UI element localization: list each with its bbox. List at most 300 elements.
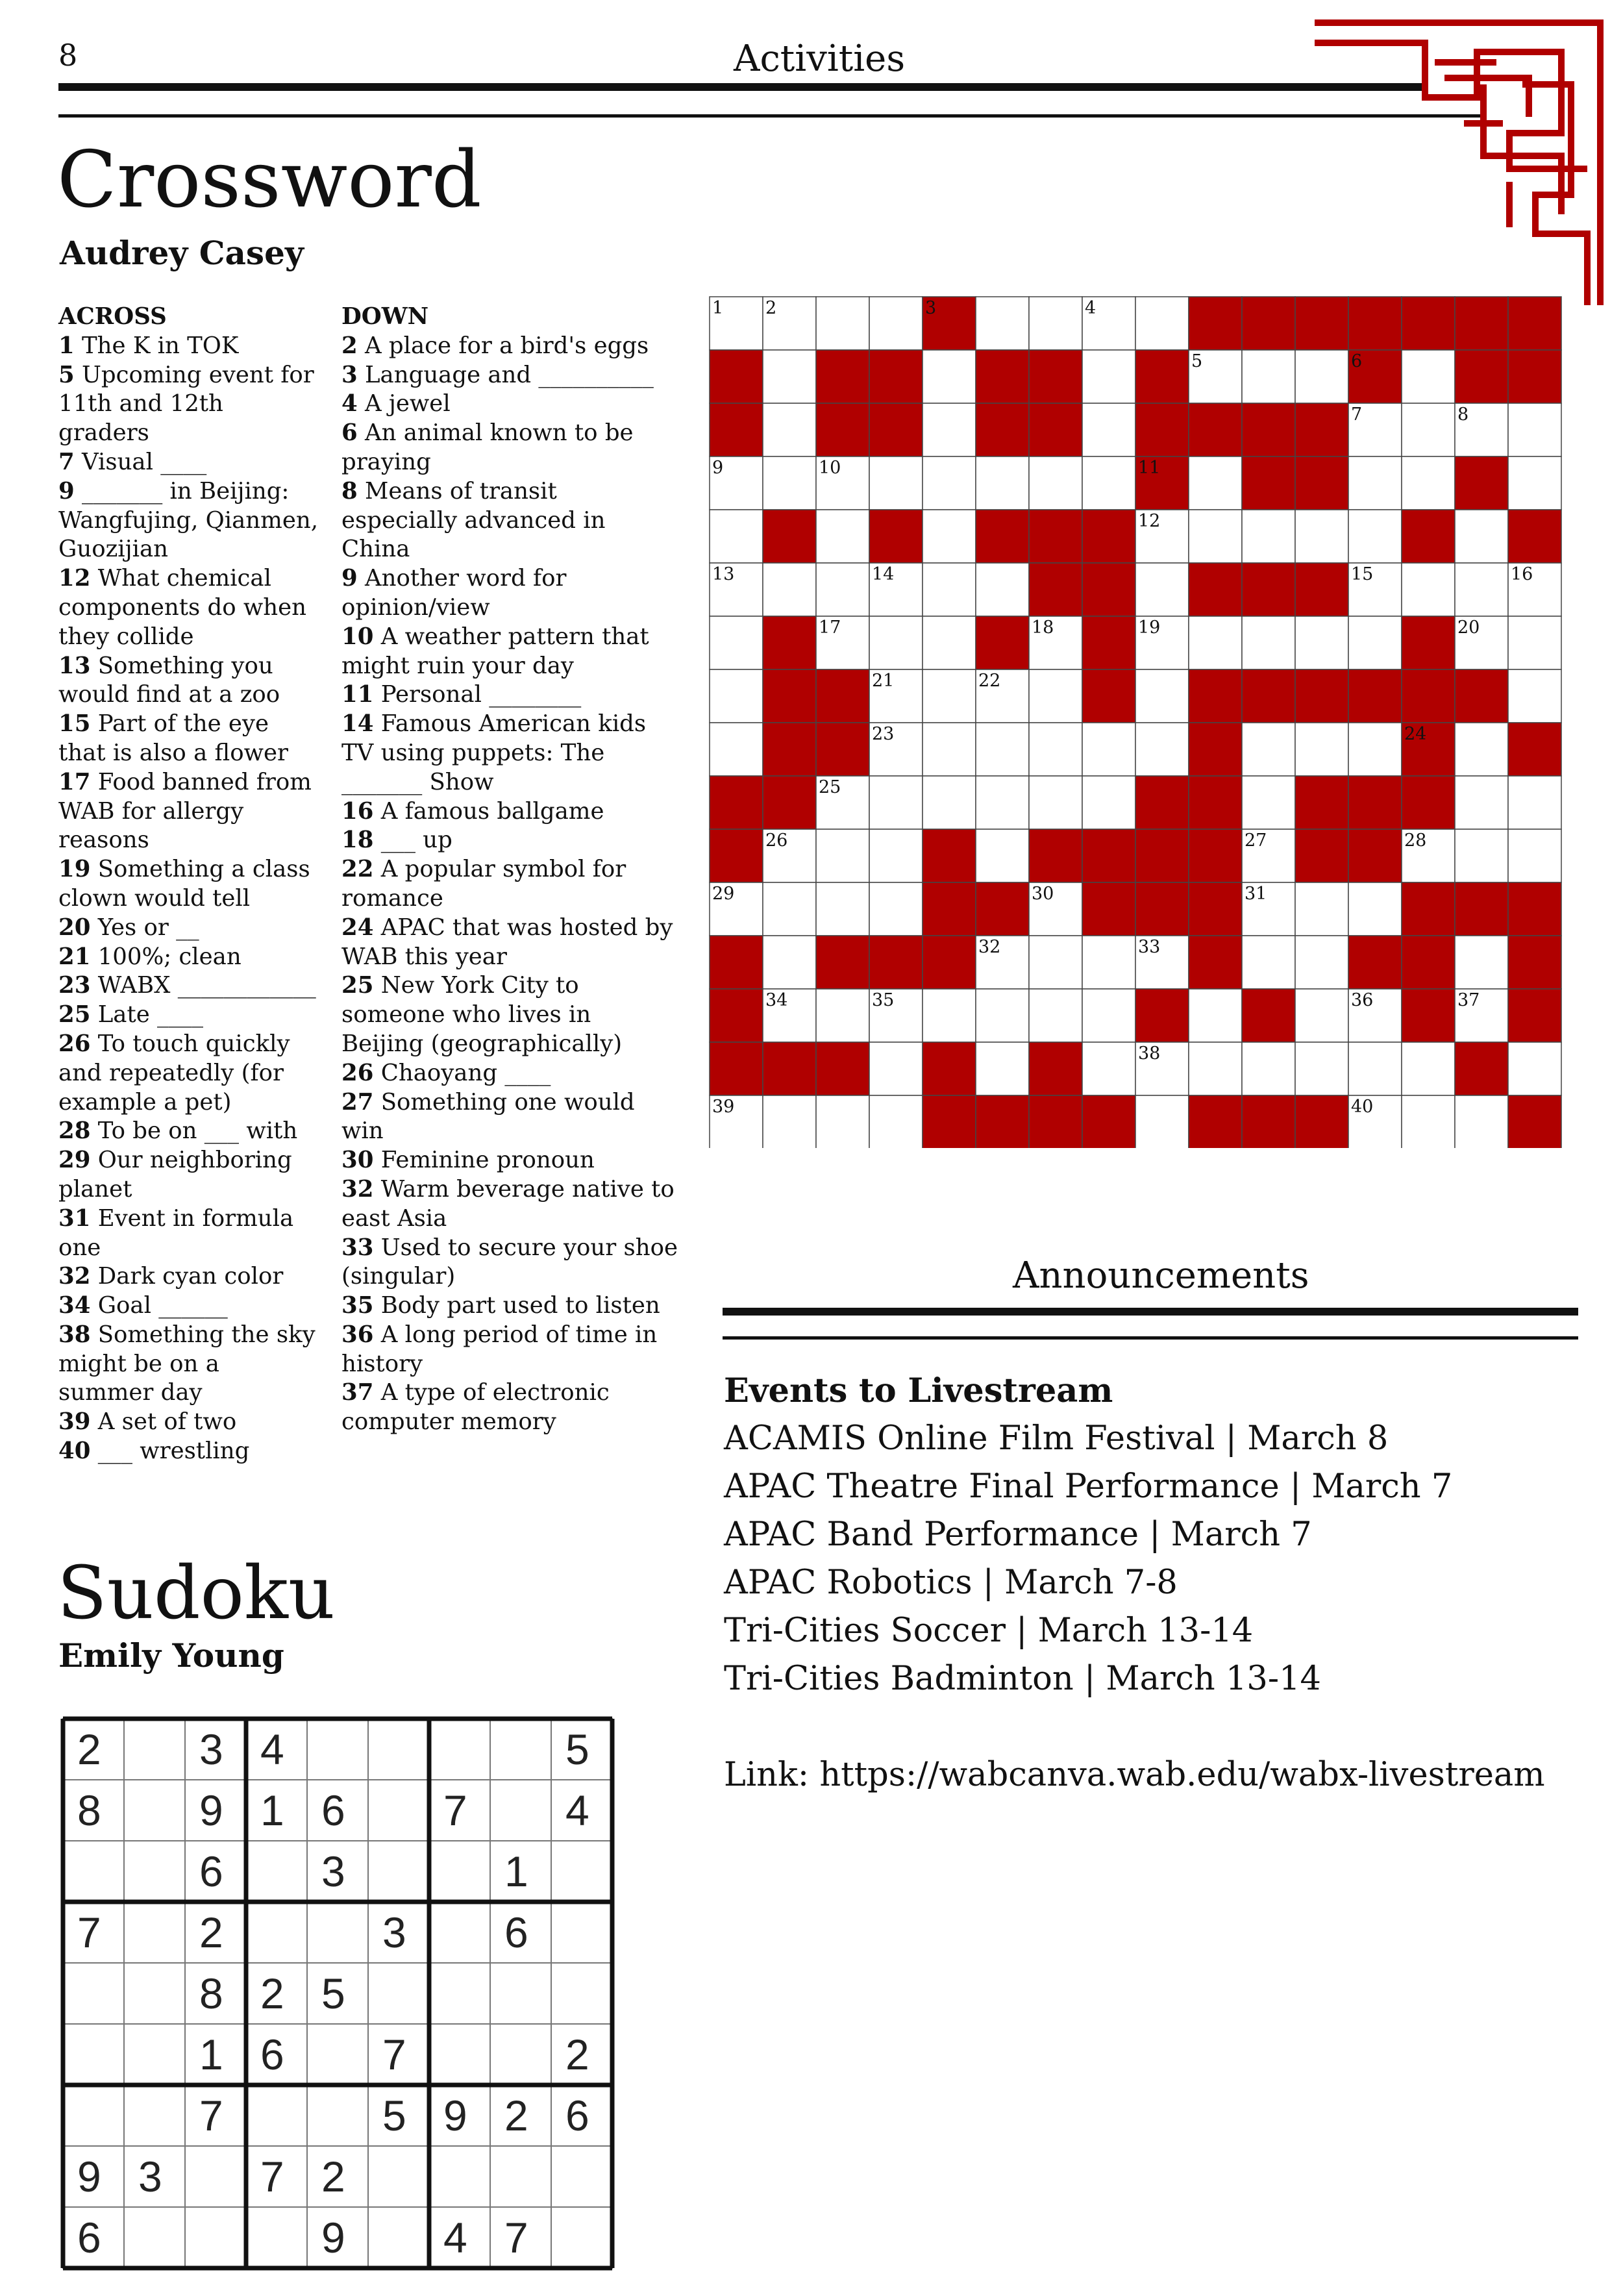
sudoku-cell[interactable] (368, 1780, 429, 1841)
crossword-cell[interactable] (1402, 1042, 1455, 1095)
crossword-cell[interactable] (763, 1095, 816, 1148)
crossword-block (1029, 510, 1082, 563)
crossword-cell[interactable] (1455, 723, 1508, 776)
down-clue-6 (341, 419, 679, 477)
across-clue-number: 13 (58, 652, 91, 679)
crossword-clue-number: 15 (1351, 564, 1374, 584)
crossword-cell[interactable] (1348, 723, 1402, 776)
crossword-block (869, 403, 923, 456)
sudoku-given: 2 (260, 1969, 284, 2017)
across-clue-9 (58, 477, 318, 564)
down-clue-text: Something one would win (341, 1088, 635, 1145)
crossword-cell[interactable] (923, 510, 976, 563)
sudoku-given: 9 (443, 2091, 467, 2140)
crossword-cell[interactable] (923, 723, 976, 776)
crossword-cell[interactable] (1455, 1095, 1508, 1148)
crossword-clue-number: 18 (1032, 618, 1054, 638)
crossword-cell[interactable] (1402, 456, 1455, 510)
crossword-cell[interactable] (1189, 1042, 1242, 1095)
sudoku-given: 9 (77, 2152, 101, 2201)
sudoku-cell[interactable] (63, 1841, 124, 1902)
crossword-cell[interactable] (816, 882, 869, 936)
crossword-clue-number: 36 (1351, 990, 1374, 1010)
section-title: Activities (734, 38, 906, 80)
sudoku-given: 7 (504, 2214, 528, 2262)
crossword-cell[interactable] (1455, 936, 1508, 989)
crossword-cell[interactable] (869, 882, 923, 936)
sudoku-cell[interactable] (63, 2024, 124, 2085)
crossword-cell[interactable] (923, 563, 976, 616)
down-clues (341, 303, 679, 1437)
announcements-rule-thin (723, 1336, 1578, 1340)
crossword-clue-number: 35 (872, 990, 895, 1010)
sudoku-grid[interactable] (60, 1716, 615, 2271)
crossword-cell[interactable] (1508, 776, 1561, 829)
down-clue-number: 9 (341, 565, 358, 592)
crossword-cell[interactable] (1242, 616, 1295, 669)
down-clue-text: A jewel (357, 390, 451, 418)
crossword-cell[interactable] (1295, 510, 1348, 563)
down-clue-16 (341, 797, 679, 827)
crossword-block (1135, 882, 1189, 936)
across-clue-text: Dark cyan color (90, 1263, 284, 1290)
crossword-block (923, 936, 976, 989)
crossword-cell[interactable] (1189, 510, 1242, 563)
crossword-block (1189, 563, 1242, 616)
sudoku-cell[interactable] (185, 2207, 246, 2268)
sudoku-cell[interactable] (124, 1841, 185, 1902)
down-clue-26 (341, 1059, 679, 1088)
across-clue-15 (58, 710, 318, 768)
down-clue-33 (341, 1234, 679, 1292)
crossword-cell[interactable] (1242, 723, 1295, 776)
sudoku-cell[interactable] (185, 2146, 246, 2207)
crossword-block (1189, 882, 1242, 936)
crossword-cell[interactable] (1082, 456, 1135, 510)
crossword-cell[interactable] (1082, 1042, 1135, 1095)
across-clue-1 (58, 332, 318, 361)
down-clue-27 (341, 1088, 679, 1147)
crossword-block (710, 776, 763, 829)
crossword-block (923, 1095, 976, 1148)
crossword-cell[interactable] (763, 563, 816, 616)
crossword-cell[interactable] (1082, 350, 1135, 403)
crossword-cell[interactable] (1455, 829, 1508, 882)
crossword-cell[interactable] (1189, 616, 1242, 669)
crossword-block (1189, 829, 1242, 882)
crossword-cell[interactable] (869, 1042, 923, 1095)
crossword-cell[interactable] (1295, 350, 1348, 403)
crossword-cell[interactable] (1508, 456, 1561, 510)
crossword-cell[interactable] (763, 882, 816, 936)
crossword-cell[interactable] (1508, 829, 1561, 882)
sudoku-cell[interactable] (551, 2207, 612, 2268)
across-clue-number: 34 (58, 1292, 91, 1319)
crossword-cell[interactable] (763, 936, 816, 989)
down-clue-text: An animal known to be praying (341, 419, 634, 475)
crossword-clue-number: 37 (1457, 990, 1480, 1010)
crossword-block (710, 1042, 763, 1095)
sudoku-cell[interactable] (490, 1963, 551, 2024)
sudoku-given: 9 (321, 2214, 345, 2262)
down-clue-number: 22 (341, 856, 374, 883)
down-clue-3 (341, 361, 679, 390)
sudoku-cell[interactable] (490, 1719, 551, 1780)
sudoku-given: 5 (565, 1725, 589, 1773)
sudoku-cell[interactable] (63, 1963, 124, 2024)
event-item: APAC Band Performance | March 7 (724, 1516, 1312, 1554)
crossword-cell[interactable] (976, 297, 1029, 350)
event-item: ACAMIS Online Film Festival | March 8 (724, 1419, 1389, 1458)
sudoku-given: 2 (199, 1908, 223, 1956)
crossword-block (1242, 669, 1295, 723)
sudoku-cell[interactable] (551, 2146, 612, 2207)
header-rule-thick (58, 83, 1428, 91)
sudoku-cell[interactable] (124, 2207, 185, 2268)
sudoku-given: 3 (321, 1847, 345, 1895)
sudoku-cell[interactable] (368, 1963, 429, 2024)
crossword-cell[interactable] (869, 829, 923, 882)
across-clue-text: Visual ____ (74, 448, 207, 475)
crossword-cell[interactable] (763, 456, 816, 510)
down-clue-text: Another word for opinion/view (341, 565, 567, 621)
livestream-link[interactable]: Link: https://wabcanva.wab.edu/wabx-livestream (724, 1756, 1545, 1794)
sudoku-given: 8 (77, 1786, 101, 1834)
crossword-block (1295, 563, 1348, 616)
sudoku-cell[interactable] (307, 2085, 368, 2146)
sudoku-cell[interactable] (246, 1902, 307, 1963)
across-clue-26 (58, 1030, 318, 1117)
crossword-cell[interactable] (816, 297, 869, 350)
crossword-cell[interactable] (923, 616, 976, 669)
crossword-cell[interactable] (1029, 669, 1082, 723)
crossword-cell[interactable] (976, 456, 1029, 510)
crossword-clue-number: 2 (765, 298, 777, 318)
sudoku-cell[interactable] (63, 2085, 124, 2146)
crossword-cell[interactable] (1242, 1042, 1295, 1095)
crossword-cell[interactable] (869, 616, 923, 669)
crossword-cell[interactable] (1029, 936, 1082, 989)
crossword-block (1295, 776, 1348, 829)
across-clue-number: 15 (58, 710, 91, 738)
crossword-cell[interactable] (1082, 989, 1135, 1042)
crossword-cell[interactable] (976, 829, 1029, 882)
sudoku-author: Emily Young (58, 1636, 284, 1675)
sudoku-cell[interactable] (551, 1963, 612, 2024)
crossword-block (1082, 829, 1135, 882)
crossword-cell[interactable] (763, 350, 816, 403)
crossword-cell[interactable] (1135, 1095, 1189, 1148)
crossword-block (1135, 350, 1189, 403)
header-rule-thin (58, 114, 1487, 118)
sudoku-cell[interactable] (246, 1841, 307, 1902)
crossword-clue-number: 1 (712, 298, 724, 318)
crossword-block (1029, 403, 1082, 456)
crossword-block (869, 510, 923, 563)
down-clue-number: 4 (341, 390, 358, 418)
sudoku-cell[interactable] (429, 1841, 490, 1902)
down-clue-number: 11 (341, 681, 374, 708)
crossword-clue-number: 38 (1138, 1043, 1161, 1064)
down-clue-30 (341, 1146, 679, 1175)
sudoku-cell[interactable] (551, 1902, 612, 1963)
crossword-cell[interactable] (923, 989, 976, 1042)
crossword-block (1242, 1095, 1295, 1148)
crossword-cell[interactable] (710, 669, 763, 723)
down-clue-4 (341, 390, 679, 419)
crossword-block (1508, 723, 1561, 776)
sudoku-cell[interactable] (307, 1902, 368, 1963)
crossword-cell[interactable] (1242, 510, 1295, 563)
crossword-cell[interactable] (1295, 936, 1348, 989)
down-heading: DOWN (341, 303, 429, 330)
crossword-cell[interactable] (1082, 723, 1135, 776)
crossword-cell[interactable] (976, 723, 1029, 776)
crossword-clue-number: 20 (1457, 618, 1480, 638)
crossword-cell[interactable] (1402, 563, 1455, 616)
across-clue-text: To be on ___ with (90, 1117, 298, 1145)
sudoku-cell[interactable] (368, 2207, 429, 2268)
crossword-cell[interactable] (923, 669, 976, 723)
crossword-cell[interactable] (869, 1095, 923, 1148)
crossword-cell[interactable] (1348, 456, 1402, 510)
crossword-cell[interactable] (1135, 669, 1189, 723)
sudoku-given: 4 (260, 1725, 284, 1773)
crossword-cell[interactable] (1029, 456, 1082, 510)
sudoku-given: 6 (77, 2214, 101, 2262)
crossword-cell[interactable] (816, 510, 869, 563)
down-clue-number: 3 (341, 361, 358, 388)
crossword-cell[interactable] (923, 350, 976, 403)
crossword-cell[interactable] (763, 403, 816, 456)
sudoku-cell[interactable] (246, 2207, 307, 2268)
crossword-cell[interactable] (1082, 936, 1135, 989)
crossword-cell[interactable] (1135, 563, 1189, 616)
crossword-block (1082, 882, 1135, 936)
crossword-title: Crossword (57, 135, 482, 225)
crossword-block (1189, 297, 1242, 350)
across-clue-number: 31 (58, 1204, 91, 1232)
crossword-cell[interactable] (710, 510, 763, 563)
sudoku-cell[interactable] (429, 1902, 490, 1963)
crossword-cell[interactable] (1295, 882, 1348, 936)
crossword-clue-number: 28 (1404, 830, 1427, 851)
sudoku-cell[interactable] (368, 1841, 429, 1902)
event-item: APAC Theatre Final Performance | March 7 (724, 1467, 1453, 1506)
crossword-cell[interactable] (816, 563, 869, 616)
crossword-cell[interactable] (1029, 723, 1082, 776)
down-clue-text: Chaoyang ____ (373, 1059, 551, 1086)
crossword-cell[interactable] (1455, 776, 1508, 829)
crossword-cell[interactable] (816, 1095, 869, 1148)
sudoku-cell[interactable] (368, 1719, 429, 1780)
crossword-cell[interactable] (1508, 1042, 1561, 1095)
down-clue-text: ___ up (373, 827, 452, 854)
crossword-cell[interactable] (869, 456, 923, 510)
crossword-block (1402, 616, 1455, 669)
crossword-cell[interactable] (1242, 936, 1295, 989)
sudoku-given: 6 (504, 1908, 528, 1956)
crossword-cell[interactable] (1135, 723, 1189, 776)
crossword-clue-number: 29 (712, 884, 735, 904)
crossword-cell[interactable] (1348, 882, 1402, 936)
crossword-clue-number: 30 (1032, 884, 1054, 904)
crossword-cell[interactable] (1508, 616, 1561, 669)
crossword-cell[interactable] (710, 616, 763, 669)
sudoku-cell[interactable] (307, 2024, 368, 2085)
crossword-block (1295, 456, 1348, 510)
crossword-clue-number: 27 (1245, 830, 1267, 851)
crossword-block (1189, 776, 1242, 829)
crossword-cell[interactable] (816, 989, 869, 1042)
across-clue-text: Something the sky might be on a summer day (58, 1321, 316, 1406)
crossword-block (816, 669, 869, 723)
across-clue-34 (58, 1292, 318, 1321)
sudoku-cell[interactable] (124, 2024, 185, 2085)
sudoku-cell[interactable] (429, 1719, 490, 1780)
crossword-cell[interactable] (710, 723, 763, 776)
crossword-cell[interactable] (976, 776, 1029, 829)
crossword-cell[interactable] (1348, 1042, 1402, 1095)
sudoku-cell[interactable] (551, 1841, 612, 1902)
crossword-block (1029, 350, 1082, 403)
sudoku-given: 7 (77, 1908, 101, 1956)
across-clue-number: 39 (58, 1408, 91, 1436)
crossword-block (923, 882, 976, 936)
sudoku-cell[interactable] (490, 2024, 551, 2085)
crossword-block (1242, 403, 1295, 456)
crossword-cell[interactable] (1348, 616, 1402, 669)
sudoku-cell[interactable] (368, 2146, 429, 2207)
crossword-cell[interactable] (1189, 989, 1242, 1042)
sudoku-given: 7 (443, 1786, 467, 1834)
crossword-cell[interactable] (816, 829, 869, 882)
crossword-cell[interactable] (869, 297, 923, 350)
crossword-block (1029, 1042, 1082, 1095)
across-clues (58, 303, 318, 1466)
sudoku-cell[interactable] (124, 1963, 185, 2024)
crossword-block (923, 1042, 976, 1095)
crossword-block (976, 616, 1029, 669)
crossword-block (1455, 456, 1508, 510)
crossword-clue-number: 3 (925, 298, 937, 318)
sudoku-cell[interactable] (429, 2024, 490, 2085)
crossword-cell[interactable] (1402, 1095, 1455, 1148)
sudoku-given: 1 (260, 1786, 284, 1834)
sudoku-cell[interactable] (124, 1780, 185, 1841)
crossword-block (1029, 563, 1082, 616)
down-clue-number: 6 (341, 419, 358, 447)
across-clue-number: 38 (58, 1321, 91, 1348)
crossword-cell[interactable] (1029, 297, 1082, 350)
crossword-cell[interactable] (1295, 616, 1348, 669)
crossword-cell[interactable] (1508, 669, 1561, 723)
crossword-cell[interactable] (976, 989, 1029, 1042)
crossword-block (869, 936, 923, 989)
down-clue-text: Feminine pronoun (373, 1147, 595, 1174)
crossword-cell[interactable] (1029, 989, 1082, 1042)
crossword-clue-number: 19 (1138, 618, 1161, 638)
crossword-block (763, 616, 816, 669)
crossword-author: Audrey Casey (60, 234, 304, 272)
sudoku-given: 1 (504, 1847, 528, 1895)
sudoku-cell[interactable] (124, 1719, 185, 1780)
sudoku-cell[interactable] (429, 2146, 490, 2207)
down-clue-number: 37 (341, 1379, 374, 1406)
crossword-block (1402, 936, 1455, 989)
crossword-clue-number: 31 (1245, 884, 1267, 904)
crossword-cell[interactable] (923, 776, 976, 829)
sudoku-cell[interactable] (490, 1780, 551, 1841)
crossword-grid[interactable] (709, 296, 1562, 1148)
crossword-cell[interactable] (1082, 403, 1135, 456)
crossword-cell[interactable] (976, 563, 1029, 616)
down-clue-11 (341, 680, 679, 710)
across-clue-text: Yes or __ (90, 914, 199, 941)
crossword-cell[interactable] (923, 403, 976, 456)
crossword-block (1082, 616, 1135, 669)
crossword-cell[interactable] (1402, 403, 1455, 456)
across-clue-number: 28 (58, 1117, 91, 1145)
crossword-cell[interactable] (1295, 989, 1348, 1042)
crossword-block (1402, 297, 1455, 350)
crossword-cell[interactable] (1082, 776, 1135, 829)
crossword-cell[interactable] (1189, 456, 1242, 510)
crossword-block (1082, 1095, 1135, 1148)
sudoku-given: 2 (77, 1725, 101, 1773)
crossword-cell[interactable] (1135, 297, 1189, 350)
crossword-cell[interactable] (1295, 1042, 1348, 1095)
across-clue-text: Something a class clown would tell (58, 856, 310, 912)
crossword-cell[interactable] (869, 776, 923, 829)
across-clue-text: _______ in Beijing: Wangfujing, Qianmen, Guozijian (58, 477, 318, 563)
crossword-cell[interactable] (1242, 350, 1295, 403)
sudoku-cell[interactable] (124, 1902, 185, 1963)
crossword-cell[interactable] (1295, 723, 1348, 776)
crossword-cell[interactable] (1348, 510, 1402, 563)
crossword-cell[interactable] (1029, 776, 1082, 829)
down-clue-number: 30 (341, 1147, 374, 1174)
crossword-cell[interactable] (1455, 510, 1508, 563)
crossword-clue-number: 4 (1085, 298, 1096, 318)
crossword-block (763, 723, 816, 776)
crossword-block (1029, 829, 1082, 882)
down-clue-text: Warm beverage native to east Asia (341, 1175, 675, 1232)
crossword-cell[interactable] (1455, 563, 1508, 616)
across-clue-number: 19 (58, 856, 91, 883)
crossword-block (1455, 350, 1508, 403)
sudoku-cell[interactable] (307, 1719, 368, 1780)
crossword-cell[interactable] (1402, 350, 1455, 403)
crossword-block (816, 403, 869, 456)
crossword-cell[interactable] (976, 1042, 1029, 1095)
crossword-block (976, 350, 1029, 403)
across-clue-40 (58, 1437, 318, 1466)
crossword-block (1295, 829, 1348, 882)
sudoku-cell[interactable] (124, 2085, 185, 2146)
down-clue-10 (341, 623, 679, 681)
sudoku-cell[interactable] (490, 2146, 551, 2207)
sudoku-cell[interactable] (246, 2085, 307, 2146)
crossword-cell[interactable] (923, 456, 976, 510)
crossword-cell[interactable] (1508, 403, 1561, 456)
down-clue-24 (341, 914, 679, 972)
crossword-block (1295, 1095, 1348, 1148)
crossword-cell[interactable] (1242, 776, 1295, 829)
down-clue-number: 27 (341, 1088, 374, 1116)
crossword-block (1135, 403, 1189, 456)
sudoku-cell[interactable] (429, 1963, 490, 2024)
